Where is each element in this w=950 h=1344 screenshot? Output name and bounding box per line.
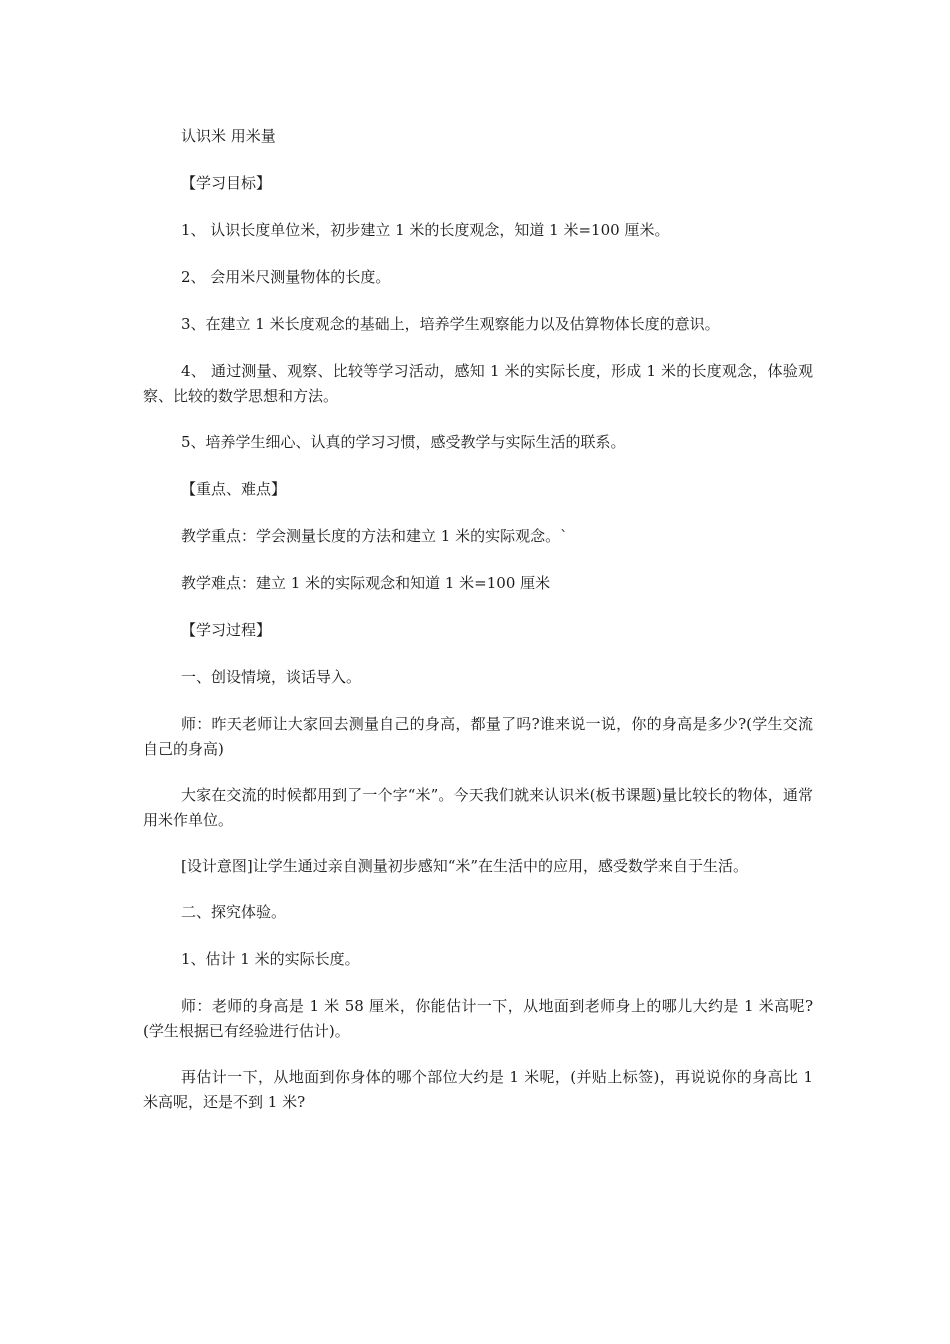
objective-item: 5、培养学生细心、认真的学习习惯，感受教学与实际生活的联系。 bbox=[181, 433, 626, 451]
objective-item: 4、 通过测量、观察、比较等学习活动，感知 1 米的实际长度，形成 1 米的长度观念，体验观察、比较的数学思想和方法。 bbox=[143, 362, 813, 405]
process-paragraph: 师：昨天老师让大家回去测量自己的身高，都量了吗?谁来说一说，你的身高是多少?(学生交流自己的身高) bbox=[143, 715, 813, 758]
objectives-heading: 【学习目标】 bbox=[181, 174, 272, 192]
process-heading: 【学习过程】 bbox=[181, 621, 272, 639]
document-title: 认识米 用米量 bbox=[181, 127, 276, 145]
process-paragraph: 一、创设情境，谈话导入。 bbox=[181, 668, 362, 686]
objective-item: 1、 认识长度单位米，初步建立 1 米的长度观念，知道 1 米=100 厘米。 bbox=[181, 221, 670, 239]
difficulty-text: 教学难点：建立 1 米的实际观念和知道 1 米=100 厘米 bbox=[181, 574, 551, 592]
process-paragraph: 大家在交流的时候都用到了一个字“米”。今天我们就来认识米(板书课题)量比较长的物体，通常用米作单位。 bbox=[143, 786, 813, 829]
process-paragraph: 1、估计 1 米的实际长度。 bbox=[181, 950, 360, 968]
objective-item: 2、 会用米尺测量物体的长度。 bbox=[181, 268, 391, 286]
process-paragraph: 再估计一下，从地面到你身体的哪个部位大约是 1 米呢，(并贴上标签)，再说说你的身高比 1 米高呢，还是不到 1 米? bbox=[143, 1068, 813, 1111]
document-body bbox=[143, 124, 813, 1136]
process-paragraph: 二、探究体验。 bbox=[181, 903, 287, 921]
process-paragraph: 师：老师的身高是 1 米 58 厘米，你能估计一下，从地面到老师身上的哪儿大约是 1 米高呢?(学生根据已有经验进行估计)。 bbox=[143, 997, 813, 1040]
process-paragraph: [设计意图]让学生通过亲自测量初步感知“米”在生活中的应用，感受数学来自于生活。 bbox=[181, 857, 749, 875]
key-point-text: 教学重点：学会测量长度的方法和建立 1 米的实际观念。` bbox=[181, 527, 568, 545]
objective-item: 3、在建立 1 米长度观念的基础上，培养学生观察能力以及估算物体长度的意识。 bbox=[181, 315, 720, 333]
key-points-heading: 【重点、难点】 bbox=[181, 480, 287, 498]
